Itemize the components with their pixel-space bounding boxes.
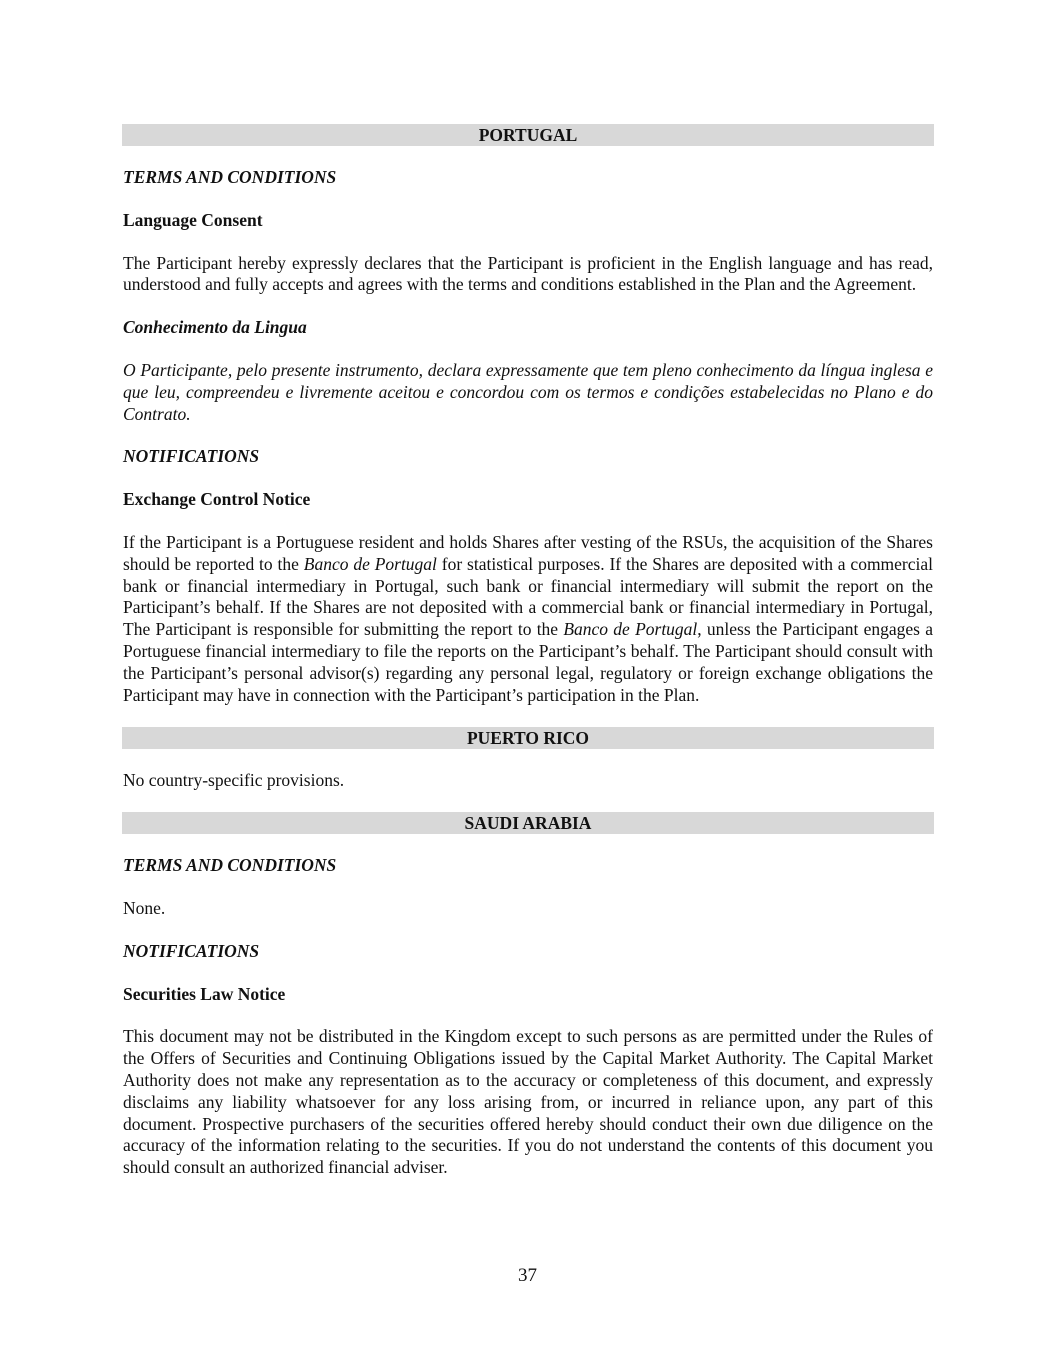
exchange-control-text: [123, 532, 933, 706]
portugal-terms-heading: TERMS AND CONDITIONS: [123, 167, 337, 187]
saudi-notifications-heading: NOTIFICATIONS: [123, 940, 260, 961]
page-number: 37: [518, 1265, 537, 1286]
portugal-notifications-heading: NOTIFICATIONS: [123, 446, 260, 467]
language-consent-heading: Language Consent: [123, 209, 263, 230]
exchange-text-part-1: If the Participant is a Portuguese resident and holds Shares after vesting of the RSUs, the acquisition of the Shares should be reported to the: [123, 531, 933, 574]
section-heading-portugal: PORTUGAL: [122, 124, 934, 146]
exchange-text-part-2: for statistical purposes. If the Shares are deposited with a commercial bank or financial intermediary in Portugal, such bank or financial intermediary will submit the report on the Participant’s behalf. If the Shares are not deposited with a commercial bank or financial intermediary in Portugal, The Participant is responsible for submitting the report to the: [123, 553, 934, 640]
section-heading-puerto-rico: PUERTO RICO: [122, 727, 934, 749]
securities-law-text: This document may not be distributed in the Kingdom except to such persons as are permitted under the Rules of the Offers of Securities and Continuing Obligations issued by the Capital Market Authority. The Capital Market Authority does not make any representation as to the accuracy or completeness of this document, and expressly disclaims any liability whatsoever for any loss arising from, or incurred in reliance upon, any part of this document. Prospective purchasers of the securities offered hereby should conduct their own due diligence on the accuracy of the information relating to the securities. If you do not understand the contents of this document you should consult an authorized financial adviser.: [123, 1026, 933, 1178]
saudi-terms-heading: TERMS AND CONDITIONS: [123, 855, 337, 876]
securities-law-heading: Securities Law Notice: [123, 983, 286, 1004]
section-heading-saudi-arabia: SAUDI ARABIA: [122, 812, 934, 834]
pt-language-heading: Conhecimento da Lingua: [123, 317, 307, 338]
exchange-control-heading: Exchange Control Notice: [123, 489, 311, 510]
pt-language-text: O Participante, pelo presente instrumento, declara expressamente que tem pleno conhecimento da língua inglesa e que leu, compreendeu e livremente aceitou e concordou com os termos e condições estabelecidas no Plano e do Contrato.: [123, 359, 933, 424]
puerto-rico-text: No country-specific provisions.: [123, 770, 345, 791]
banco-de-portugal-ref-2: Banco de Portugal: [563, 619, 698, 640]
saudi-terms-text: None.: [123, 897, 166, 918]
exchange-text-part-3: , unless the Participant engages a Portuguese financial intermediary to file the reports on the Participant’s behalf. The Participant should consult with the Participant’s personal advisor(s) regarding any personal legal, regulatory or foreign exchange obligations the Participant may have in connection with the Participant’s participation in the Plan.: [123, 619, 933, 705]
language-consent-text: The Participant hereby expressly declares that the Participant is proficient in the English language and has read, understood and fully accepts and agrees with the terms and conditions established in the Plan and the Agreement.: [123, 252, 933, 295]
document-page: [123, 124, 933, 1179]
banco-de-portugal-ref-1: Banco de Portugal: [303, 553, 437, 574]
